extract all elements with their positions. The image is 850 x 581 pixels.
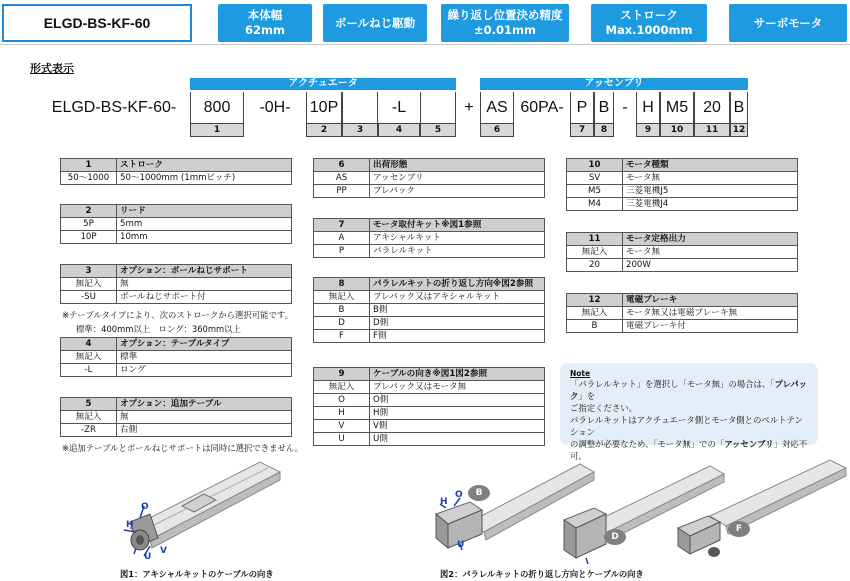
code-segment-motor: M5 bbox=[660, 92, 694, 124]
spec-table-motor-output: 11 モータ定格出力 無記入 モータ無 20 200W bbox=[566, 232, 798, 272]
label-h: H bbox=[440, 497, 448, 507]
code-number: 7 bbox=[570, 123, 594, 137]
spec-table-motor-type: 10 モータ種類 SV モータ無 M5 三菱電機J5 M4 三菱電機J4 bbox=[566, 158, 798, 211]
note-line: パラレルキットはアクチュエータ側とモータ側とのベルトテンション bbox=[570, 415, 803, 437]
spec-box-label: 繰り返し位置決め精度 bbox=[447, 8, 563, 22]
code-number: 6 bbox=[480, 123, 514, 137]
spec-box-label: ボールねじ駆動 bbox=[334, 15, 416, 30]
code-segment-cable: H bbox=[636, 92, 660, 124]
spec-table-fold-direction: 8 パラレルキットの折り返し方向※図2参照 無記入 プレパック又はアキシャルキット B B側 D D側 F F側 bbox=[313, 277, 545, 343]
section-title: 形式表示 bbox=[30, 62, 74, 75]
figure-caption: 図1：アキシャルキットのケーブルの向き bbox=[120, 569, 274, 579]
code-number: 3 bbox=[342, 123, 378, 137]
code-number: 2 bbox=[306, 123, 342, 137]
spec-box-width bbox=[218, 4, 312, 42]
code-segment-kit: P bbox=[570, 92, 594, 124]
note-text: ※テーブルタイプにより、次のストロークから選択可能です。 bbox=[62, 310, 293, 320]
note-tag: Note bbox=[570, 369, 591, 378]
code-number: 1 bbox=[190, 123, 244, 137]
code-segment-output: 20 bbox=[694, 92, 730, 124]
spec-box-stroke bbox=[591, 4, 707, 42]
label-o: O bbox=[141, 502, 149, 512]
code-segment-table: -L bbox=[391, 99, 407, 116]
code-plus: + bbox=[464, 99, 474, 116]
label-h: H bbox=[126, 520, 134, 530]
label-u: U bbox=[457, 540, 465, 550]
spec-box-label: ストローク bbox=[620, 8, 678, 22]
spec-table-table-type: 4 オプション：テーブルタイプ 無記入 標準 -L ロング bbox=[60, 337, 292, 377]
code-number: 10 bbox=[660, 123, 694, 137]
figure-caption: 図2：パラレルキットの折り返し方向とケーブルの向き bbox=[440, 569, 644, 579]
code-segment-stroke: 800 bbox=[190, 92, 244, 124]
code-segment-base: ELGD-BS-KF-60- bbox=[51, 99, 177, 116]
label-o: O bbox=[455, 490, 463, 500]
code-number: 11 bbox=[694, 123, 730, 137]
code-segment-extra-table bbox=[420, 92, 456, 124]
spec-table-screw-support: 3 オプション：ボールねじサポート 無記入 無 -SU ボールねじサポート付 bbox=[60, 264, 292, 304]
code-segment-kit-base: 60PA- bbox=[520, 99, 564, 116]
spec-box-value: ±0.01mm bbox=[474, 23, 536, 37]
code-number: 8 bbox=[594, 123, 614, 137]
code-segment-brake: B bbox=[730, 92, 748, 124]
spec-table-brake: 12 電磁ブレーキ 無記入 モータ無又は電磁ブレーキ無 B 電磁ブレーキ付 bbox=[566, 293, 798, 333]
spec-box-label: サーボモータ bbox=[753, 15, 823, 30]
badge-d: D bbox=[604, 529, 626, 545]
spec-table-stroke: 1 ストローク 50～1000 50～1000mm (1mmピッチ) bbox=[60, 158, 292, 185]
code-segment-direction: B bbox=[594, 92, 614, 124]
badge-f: F bbox=[728, 521, 750, 537]
code-segment-shipping: AS bbox=[480, 92, 514, 124]
spec-box-motor bbox=[729, 4, 847, 42]
spec-table-lead: 2 リード 5P 5mm 10P 10mm bbox=[60, 204, 292, 244]
note-line: ご指定ください。 bbox=[570, 403, 637, 413]
code-dash: - bbox=[622, 99, 628, 116]
spec-table-extra-table: 5 オプション：追加テーブル 無記入 無 -ZR 右側 bbox=[60, 397, 292, 437]
note-line: 「パラレルキット」を選択し「モータ無」の場合は、「プレパック」を bbox=[570, 379, 808, 401]
label-v: V bbox=[160, 546, 167, 556]
spec-box-label: 本体幅 bbox=[247, 8, 283, 22]
note-text: ※追加テーブルとボールねじサポートは同時に選択できません。 bbox=[62, 443, 304, 453]
spec-box-accuracy bbox=[441, 4, 569, 42]
spec-table-motor-kit: 7 モータ取付キット※図1参照 A アキシャルキット P パラレルキット bbox=[313, 218, 545, 258]
header-divider bbox=[0, 44, 850, 45]
group-label-assembly: アッセンブリ bbox=[480, 78, 748, 90]
fig1-axial-actuator bbox=[110, 458, 290, 566]
code-segment-lead: 10P bbox=[306, 92, 342, 124]
code-segment-fixed: -0H- bbox=[259, 99, 291, 116]
label-u: U bbox=[144, 552, 152, 562]
code-segment-support bbox=[342, 92, 378, 124]
note-box bbox=[560, 363, 818, 461]
spec-box-value: 62mm bbox=[245, 23, 285, 37]
badge-b: B bbox=[468, 485, 490, 501]
code-number: 5 bbox=[420, 123, 456, 137]
note-text: 標準：400mm以上 ロング：360mm以上 bbox=[76, 324, 241, 334]
note-line: の調整が必要なため、「モータ無」での「アッセンブリ」対応不可。 bbox=[570, 439, 808, 461]
spec-box-value: Max.1000mm bbox=[605, 23, 693, 37]
code-number: 12 bbox=[730, 123, 748, 137]
model-title: ELGD-BS-KF-60 bbox=[2, 4, 192, 42]
spec-box-drive bbox=[323, 4, 427, 42]
fig2-parallel-f bbox=[670, 458, 850, 566]
code-number: 4 bbox=[378, 123, 420, 137]
code-number: 9 bbox=[636, 123, 660, 137]
spec-table-shipping: 6 出荷形態 AS アッセンブリ PP プレパック bbox=[313, 158, 545, 198]
spec-table-cable-direction: 9 ケーブルの向き※図1図2参照 無記入 プレパック又はモータ無 O O側 H H側 V V側 U U側 bbox=[313, 367, 545, 446]
group-label-actuator: アクチュエータ bbox=[190, 78, 456, 90]
